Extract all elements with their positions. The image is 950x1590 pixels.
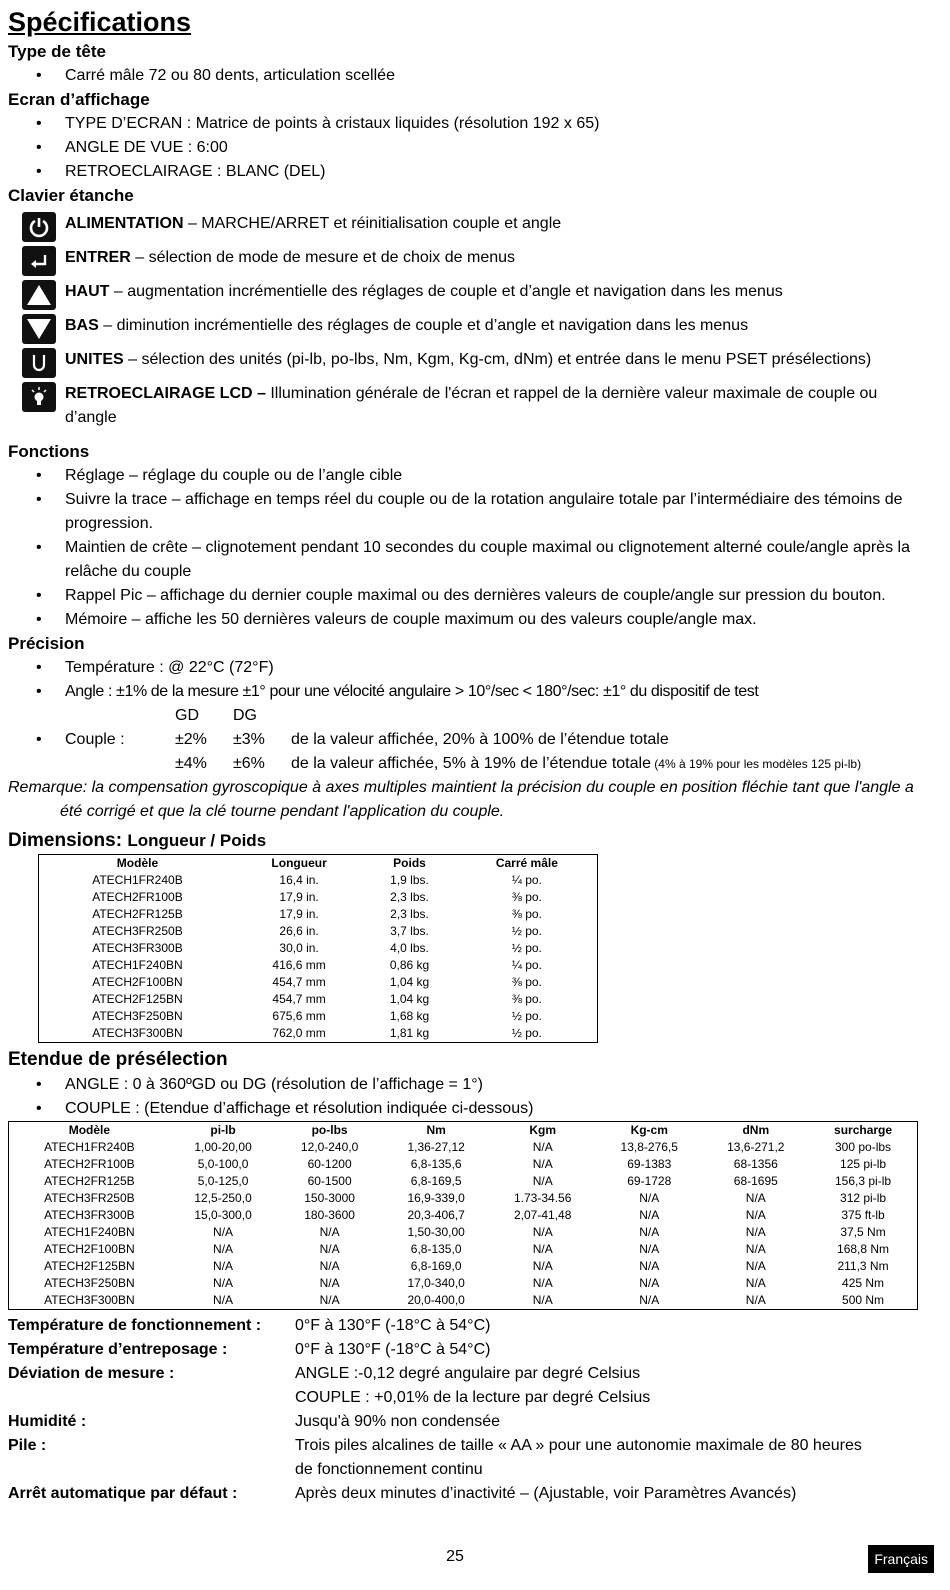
table-cell: 454,7 mm: [272, 992, 326, 1006]
table-row: [39, 991, 598, 1008]
key-down: [8, 314, 933, 338]
page-title: Spécifications: [8, 7, 192, 37]
list-item: • Mémoire – affiche les 50 dernières valeurs de couple maximum ou des valeurs couple/angle max.: [8, 608, 933, 632]
up-arrow-icon: [22, 280, 56, 310]
spec-label: Pile :: [8, 1437, 47, 1454]
table-cell: 16,4 in.: [279, 873, 319, 887]
table-row: [9, 1156, 918, 1173]
table-cell: 416,6 mm: [272, 958, 326, 972]
table-cell: 69-1728: [627, 1174, 672, 1188]
table-cell: 675,6 mm: [272, 1009, 326, 1023]
table-cell: N/A: [532, 1140, 553, 1154]
table-cell: ATECH3FR250B: [44, 1191, 135, 1205]
table-cell: ¼ po.: [511, 958, 542, 972]
table-cell: N/A: [319, 1242, 340, 1256]
display-list: [8, 112, 933, 184]
list-item: • COUPLE : (Etendue d’affichage et résolution indiquée ci-dessous): [8, 1097, 933, 1121]
table-cell: N/A: [745, 1225, 766, 1239]
table-cell: 20,3-406,7: [407, 1208, 465, 1222]
head-type-heading: Type de tête: [8, 42, 106, 61]
table-row: [39, 1025, 598, 1043]
table-cell: 17,0-340,0: [407, 1276, 465, 1290]
table-cell: 16,9-339,0: [407, 1191, 465, 1205]
key-units: [8, 348, 933, 372]
accuracy-row-1: • Couple : ±2% ±3% de la valeur affichée, 20% à 100% de l’étendue totale: [8, 728, 933, 752]
table-row: [39, 923, 598, 940]
key-name: ENTRER: [65, 249, 131, 266]
dg-value: ±3%: [233, 731, 265, 748]
table-cell: 1,9 lbs.: [390, 873, 429, 887]
table-cell: N/A: [213, 1242, 234, 1256]
accuracy-text: de la valeur affichée, 5% à 19% de l’étendue totale (4% à 19% pour les modèles 125 pi-lb): [291, 755, 862, 772]
table-row: [9, 1224, 918, 1241]
down-arrow-icon: [22, 314, 56, 344]
dimensions-table: [38, 854, 598, 1043]
table-cell: 2,3 lbs.: [390, 907, 429, 921]
table-cell: 60-1500: [307, 1174, 352, 1188]
table-cell: 13,6-271,2: [727, 1140, 785, 1154]
functions-heading: Fonctions: [8, 442, 90, 461]
table-cell: 2,3 lbs.: [390, 890, 429, 904]
table-row: [9, 1258, 918, 1275]
table-cell: ATECH1FR240B: [44, 1140, 135, 1154]
table-row: [9, 1292, 918, 1310]
table-header-row: [9, 1122, 918, 1140]
column-header: Poids: [393, 856, 426, 870]
table-cell: N/A: [639, 1208, 660, 1222]
key-up: [8, 280, 933, 304]
table-row: [39, 940, 598, 957]
table-cell: N/A: [319, 1225, 340, 1239]
table-cell: N/A: [639, 1276, 660, 1290]
table-cell: ATECH3F300BN: [44, 1293, 135, 1307]
table-cell: ATECH2F100BN: [44, 1242, 135, 1256]
table-cell: ⅜ po.: [511, 907, 542, 921]
table-cell: 60-1200: [307, 1157, 352, 1171]
table-cell: 125 pi-lb: [840, 1157, 887, 1171]
units-icon: [22, 348, 56, 378]
key-desc: – sélection de mode de mesure et de choix de menus: [130, 249, 516, 266]
spec-value: 0°F à 130°F (-18°C à 54°C): [295, 1317, 491, 1334]
table-cell: 0,86 kg: [389, 958, 430, 972]
table-cell: 150-3000: [304, 1191, 355, 1205]
table-cell: N/A: [532, 1225, 553, 1239]
table-row: [39, 872, 598, 889]
column-header: surcharge: [834, 1123, 893, 1137]
language-tab: Français: [868, 1545, 934, 1573]
table-cell: N/A: [532, 1157, 553, 1171]
table-cell: ATECH1F240BN: [44, 1225, 135, 1239]
column-header: Nm: [426, 1123, 446, 1137]
key-desc: – MARCHE/ARRET et réinitialisation couple et angle: [183, 215, 562, 232]
enter-icon: [22, 246, 56, 276]
table-cell: 300 po-lbs: [835, 1140, 892, 1154]
table-cell: ATECH3F250BN: [92, 1009, 183, 1023]
table-row: [9, 1190, 918, 1207]
accuracy-row-2: [8, 752, 933, 776]
gd-label: GD: [175, 707, 199, 724]
table-cell: ATECH2FR100B: [92, 890, 183, 904]
table-cell: 168,8 Nm: [837, 1242, 890, 1256]
spec-row: [8, 1314, 933, 1338]
table-row: [9, 1207, 918, 1224]
spec-row: [8, 1434, 933, 1482]
table-cell: ATECH3F250BN: [44, 1276, 135, 1290]
gd-value: ±2%: [175, 731, 207, 748]
key-name: BAS: [65, 317, 99, 334]
table-cell: 312 pi-lb: [840, 1191, 887, 1205]
list-item: • ANGLE : 0 à 360ºGD ou DG (résolution de l’affichage = 1°): [8, 1073, 933, 1097]
table-cell: ⅜ po.: [511, 890, 542, 904]
table-cell: ½ po.: [511, 924, 542, 938]
table-cell: N/A: [532, 1259, 553, 1273]
table-cell: 13,8-276,5: [620, 1140, 678, 1154]
table-cell: N/A: [745, 1191, 766, 1205]
key-enter: [8, 246, 933, 270]
list-item: • Suivre la trace – affichage en temps réel du couple ou de la rotation angulaire totale par l’intermédiaire des témoins de progression.: [8, 488, 933, 536]
table-cell: 5,0-125,0: [197, 1174, 249, 1188]
table-cell: N/A: [639, 1293, 660, 1307]
table-cell: N/A: [213, 1276, 234, 1290]
table-cell: ½ po.: [511, 1026, 542, 1040]
table-cell: N/A: [639, 1225, 660, 1239]
spec-row: [8, 1410, 933, 1434]
key-name: RETROECLAIRAGE LCD –: [65, 385, 266, 402]
table-cell: N/A: [213, 1259, 234, 1273]
specs-list: [8, 1314, 933, 1506]
table-cell: 2,07-41,48: [514, 1208, 572, 1222]
backlight-icon: [22, 382, 56, 412]
table-cell: N/A: [319, 1259, 340, 1273]
table-cell: N/A: [213, 1225, 234, 1239]
table-cell: ⅜ po.: [511, 992, 542, 1006]
table-cell: N/A: [532, 1276, 553, 1290]
table-cell: 68-1695: [733, 1174, 778, 1188]
table-cell: N/A: [745, 1259, 766, 1273]
list-item: • ANGLE DE VUE : 6:00: [8, 136, 933, 160]
table-cell: N/A: [745, 1276, 766, 1290]
accuracy-text: de la valeur affichée, 20% à 100% de l’étendue totale: [291, 731, 669, 748]
accuracy-header-row: [8, 704, 933, 728]
remark-note: Remarque: la compensation gyroscopique à axes multiples maintient la précision du couple en position fléchie tant que l'angle a été corrigé et que la clé tourne pendant l'application du couple.: [8, 779, 914, 820]
table-cell: 762,0 mm: [272, 1026, 326, 1040]
table-cell: 3,7 lbs.: [390, 924, 429, 938]
list-item: • Carré mâle 72 ou 80 dents, articulation scellée: [8, 64, 933, 88]
spec-label: Déviation de mesure :: [8, 1365, 175, 1382]
list-item: • Rappel Pic – affichage du dernier couple maximal ou des dernières valeurs de couple/angle sur pression du bouton.: [8, 584, 933, 608]
dg-label: DG: [233, 707, 257, 724]
table-cell: 375 ft-lb: [841, 1208, 885, 1222]
table-cell: 425 Nm: [842, 1276, 885, 1290]
table-cell: ATECH3FR300B: [44, 1208, 135, 1222]
table-cell: 17,9 in.: [279, 890, 319, 904]
table-cell: 5,0-100,0: [197, 1157, 249, 1171]
key-name: UNITES: [65, 351, 124, 368]
table-row: [9, 1275, 918, 1292]
table-cell: 156,3 pi-lb: [835, 1174, 892, 1188]
table-cell: 1,04 kg: [389, 975, 430, 989]
table-cell: 1,04 kg: [389, 992, 430, 1006]
column-header: Kgm: [529, 1123, 557, 1137]
column-header: dNm: [742, 1123, 770, 1137]
keypad-heading: Clavier étanche: [8, 186, 134, 205]
table-cell: ATECH2FR125B: [92, 907, 183, 921]
preset-range-table: [8, 1121, 918, 1310]
table-cell: 1,81 kg: [389, 1026, 430, 1040]
table-cell: N/A: [319, 1276, 340, 1290]
key-desc: – augmentation incrémentielle des réglages de couple et d’angle et navigation dans les menus: [109, 283, 783, 300]
spec-row: [8, 1362, 933, 1410]
key-power: [8, 212, 933, 236]
document-page: [8, 4, 933, 1506]
table-cell: ⅜ po.: [511, 975, 542, 989]
spec-label: Température d’entreposage :: [8, 1341, 228, 1358]
key-desc: Illumination générale de l'écran et rappel de la dernière valeur maximale de couple ou d’angle: [65, 385, 878, 426]
table-cell: ½ po.: [511, 941, 542, 955]
table-cell: 211,3 Nm: [837, 1259, 889, 1273]
table-cell: N/A: [745, 1208, 766, 1222]
preset-heading: Etendue de présélection: [8, 1049, 228, 1070]
table-cell: 6,8-169,5: [410, 1174, 462, 1188]
spec-value: Jusqu'à 90% non condensée: [295, 1413, 500, 1430]
table-cell: 69-1383: [627, 1157, 672, 1171]
table-row: [9, 1241, 918, 1258]
table-cell: N/A: [639, 1191, 660, 1205]
key-desc: – diminution incrémentielle des réglages de couple et d’angle et navigation dans les menus: [98, 317, 749, 334]
table-cell: 454,7 mm: [272, 975, 326, 989]
gd-value: ±4%: [175, 755, 207, 772]
list-item: • Maintien de crête – clignotement pendant 10 secondes du couple maximal ou clignotement alterné coule/angle après la relâche du couple: [8, 536, 933, 584]
table-cell: N/A: [745, 1293, 766, 1307]
column-header: Longueur: [271, 856, 327, 870]
table-cell: N/A: [213, 1293, 234, 1307]
list-item: • RETROECLAIRAGE : BLANC (DEL): [8, 160, 933, 184]
list-item: • TYPE D’ECRAN : Matrice de points à cristaux liquides (résolution 192 x 65): [8, 112, 933, 136]
table-cell: ATECH3FR300B: [92, 941, 183, 955]
key-backlight: [8, 382, 933, 430]
table-row: [9, 1173, 918, 1190]
table-cell: ATECH2F125BN: [44, 1259, 135, 1273]
display-heading: Ecran d’affichage: [8, 90, 150, 109]
table-cell: ¼ po.: [511, 873, 542, 887]
column-header: Carré mâle: [495, 856, 558, 870]
table-row: [39, 906, 598, 923]
precision-heading: Précision: [8, 634, 85, 653]
table-cell: 1,36-27,12: [407, 1140, 465, 1154]
spec-row: [8, 1482, 933, 1506]
power-icon: [22, 212, 56, 242]
preset-list: [8, 1073, 933, 1121]
accuracy-note: (4% à 19% pour les modèles 125 pi-lb): [650, 757, 862, 771]
column-header: Kg-cm: [630, 1123, 668, 1137]
table-header-row: [39, 855, 598, 873]
table-cell: ATECH2F100BN: [92, 975, 183, 989]
column-header: Modèle: [68, 1123, 111, 1137]
table-cell: ATECH2F125BN: [92, 992, 183, 1006]
table-cell: N/A: [532, 1242, 553, 1256]
table-cell: ATECH3FR250B: [92, 924, 183, 938]
list-item: • Réglage – réglage du couple ou de l’angle cible: [8, 464, 933, 488]
spec-value: Trois piles alcalines de taille « AA » pour une autonomie maximale de 80 heures de fonctionnement continu: [295, 1437, 862, 1478]
table-cell: N/A: [532, 1293, 553, 1307]
table-cell: N/A: [639, 1242, 660, 1256]
table-row: [39, 889, 598, 906]
column-header: po-lbs: [311, 1123, 348, 1137]
spec-row: [8, 1338, 933, 1362]
table-cell: 4,0 lbs.: [390, 941, 429, 955]
table-cell: 6,8-135,6: [410, 1157, 462, 1171]
table-cell: 6,8-135,0: [410, 1242, 462, 1256]
table-cell: 15,0-300,0: [194, 1208, 252, 1222]
table-cell: 6,8-169,0: [410, 1259, 462, 1273]
table-cell: 30,0 in.: [279, 941, 319, 955]
dimensions-heading: Dimensions: Longueur / Poids: [8, 830, 267, 851]
table-cell: N/A: [532, 1174, 553, 1188]
table-cell: 12,0-240,0: [300, 1140, 359, 1154]
key-desc: – sélection des unités (pi-lb, po-lbs, Nm, Kgm, Kg-cm, dNm) et entrée dans le menu PSET présélections): [123, 351, 872, 368]
list-item: • Angle : ±1% de la mesure ±1° pour une vélocité angulaire > 10°/sec < 180°/sec: ±1° du dispositif de test: [8, 680, 933, 704]
precision-list: [8, 656, 933, 704]
column-header: pi-lb: [210, 1123, 236, 1137]
dg-value: ±6%: [233, 755, 265, 772]
table-row: [39, 974, 598, 991]
table-row: [39, 957, 598, 974]
head-type-list: [8, 64, 933, 88]
couple-label: Couple :: [65, 731, 125, 748]
key-name: HAUT: [65, 283, 110, 300]
table-cell: ATECH3F300BN: [92, 1026, 183, 1040]
spec-label: Température de fonctionnement :: [8, 1317, 262, 1334]
spec-value: 0°F à 130°F (-18°C à 54°C): [295, 1341, 491, 1358]
column-header: Modèle: [116, 856, 159, 870]
table-cell: 1,50-30,00: [407, 1225, 465, 1239]
table-cell: 12,5-250,0: [194, 1191, 252, 1205]
table-cell: 68-1356: [733, 1157, 778, 1171]
page-number: 25: [446, 1548, 464, 1565]
table-cell: 20,0-400,0: [407, 1293, 465, 1307]
table-cell: ATECH2FR100B: [44, 1157, 135, 1171]
table-cell: 1,00-20,00: [194, 1140, 252, 1154]
table-cell: 37,5 Nm: [840, 1225, 886, 1239]
spec-label: Humidité :: [8, 1413, 87, 1430]
table-cell: N/A: [319, 1293, 340, 1307]
table-cell: 500 Nm: [842, 1293, 885, 1307]
spec-value: Après deux minutes d’inactivité – (Ajustable, voir Paramètres Avancés): [295, 1485, 797, 1502]
table-row: [39, 1008, 598, 1025]
spec-label: Arrêt automatique par défaut :: [8, 1485, 238, 1502]
table-cell: N/A: [639, 1259, 660, 1273]
table-cell: 1,68 kg: [389, 1009, 430, 1023]
table-cell: 1.73-34.56: [514, 1191, 572, 1205]
spec-value: ANGLE :-0,12 degré angulaire par degré Celsius COUPLE : +0,01% de la lecture par degré Celsius: [295, 1365, 651, 1406]
list-item: • Température : @ 22°C (72°F): [8, 656, 933, 680]
table-cell: ½ po.: [511, 1009, 542, 1023]
table-cell: 26,6 in.: [279, 924, 319, 938]
table-cell: ATECH1F240BN: [92, 958, 183, 972]
table-cell: N/A: [745, 1242, 766, 1256]
key-name: ALIMENTATION: [65, 215, 184, 232]
functions-list: [8, 464, 933, 632]
table-cell: ATECH2FR125B: [44, 1174, 135, 1188]
table-row: [9, 1139, 918, 1156]
table-cell: 17,9 in.: [279, 907, 319, 921]
table-cell: 180-3600: [304, 1208, 355, 1222]
table-cell: ATECH1FR240B: [92, 873, 183, 887]
